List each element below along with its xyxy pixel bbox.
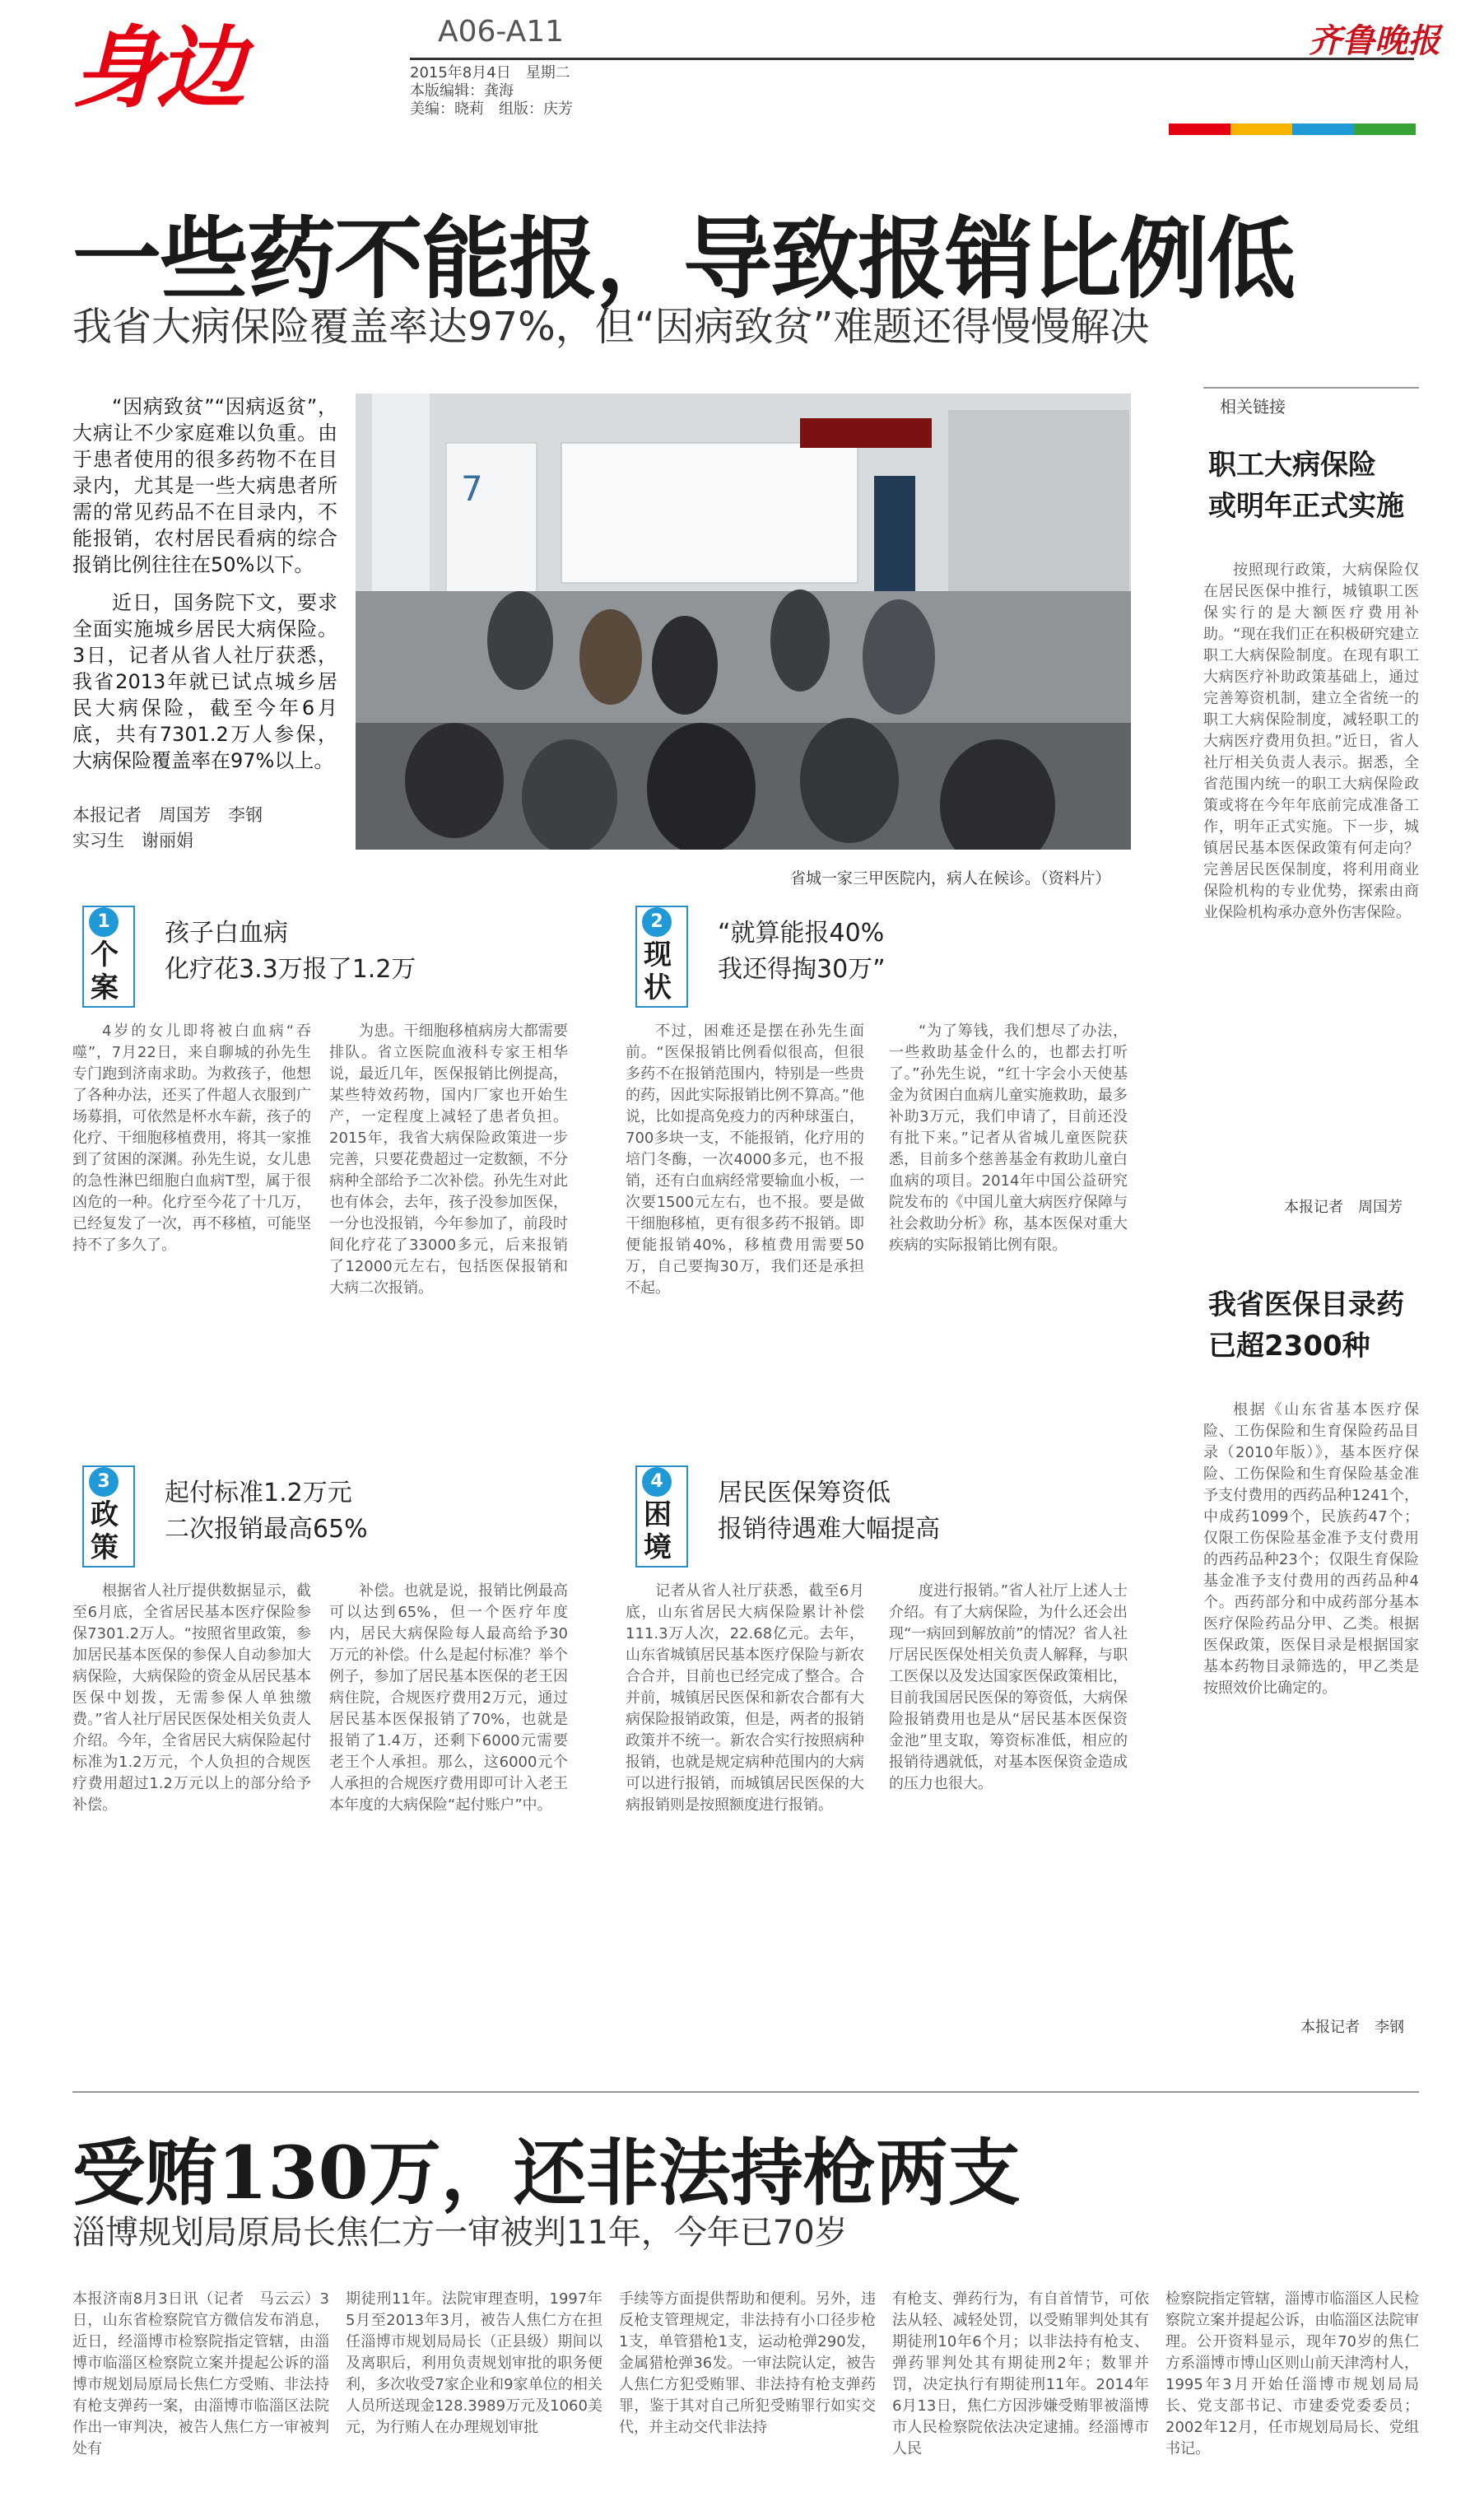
section-1-title bbox=[165, 915, 416, 988]
section-4-number: 4 bbox=[642, 1467, 672, 1497]
sidebar-top-rule bbox=[1203, 387, 1419, 389]
lead-paragraph-2: 近日，国务院下文，要求全面实施城乡居民大病保险。3日，记者从省人社厅获悉，我省2013年就已试点城乡居民大病保险，截至今年6月底，共有7301.2万人参保，大病保险覆盖率在97%以上。 bbox=[72, 591, 337, 772]
issue-meta bbox=[410, 64, 573, 119]
sidebar-item-2-text: 根据《山东省基本医疗保险、工伤保险和生育保险药品目录（2010年版）》，基本医疗保险、工伤保险和生育保险基金准予支付费用的西药品种1241个，中成药1099个，民族药47个；仅限工伤保险基金准予支付费用的西药品种23个；仅限生育保险基金准予支付费用的西药品种4个。西药部分和中成药部分基本医疗保险药品分甲、乙类。根据医保政策，医保目录是根据国家基本药物目录筛选的，甲乙类是按照效价比确定的。 bbox=[1203, 1401, 1419, 1697]
section-3-title bbox=[165, 1475, 368, 1548]
second-headline: 受贿130万，还非法持枪两支 bbox=[72, 2130, 1021, 2215]
story-2-col-3: 手续等方面提供帮助和便利。另外，违反枪支管理规定，非法持有小口径步枪1支，单管猎枪1支，运动枪弹290发，金属猎枪弹36发。一审法院认定，被告人焦仁方犯受贿罪、非法持有枪支弹药罪，鉴于其对自己所犯受贿罪行如实交代，并主动交代非法持 bbox=[619, 2290, 876, 2436]
section-1-title-line-1: 孩子白血病 bbox=[165, 919, 288, 948]
section-3-title-line-1: 起付标准1.2万元 bbox=[165, 1479, 352, 1507]
section-2-title bbox=[718, 915, 886, 988]
photo-caption: 省城一家三甲医院内，病人在候诊。（资料片） bbox=[790, 869, 1111, 887]
section-3-number: 3 bbox=[89, 1467, 119, 1497]
byline bbox=[72, 803, 337, 854]
story-2-col-4: 有枪支、弹药行为，有自首情节，可依法从轻、减轻处罚，以受贿罪判处其有期徒刑10年6个月；以非法持有枪支、弹药罪判处其有期徒刑2年；数罪并罚，决定执行有期徒刑11年。2014年6月13日，焦仁方因涉嫌受贿罪被淄博市人民检察院依法决定逮捕。经淄博市人民 bbox=[892, 2290, 1149, 2457]
byline-intern: 实习生 谢丽娟 bbox=[72, 831, 193, 850]
masthead-rule bbox=[410, 58, 1414, 60]
photo-illustration bbox=[356, 394, 1131, 850]
designer-credit: 美编：晓莉 组版：庆芳 bbox=[410, 100, 573, 118]
section-1-title-line-2: 化疗花3.3万报了1.2万 bbox=[165, 955, 416, 984]
color-bar bbox=[1169, 123, 1416, 135]
main-subheadline: 我省大病保险覆盖率达97%，但“因病致贫”难题还得慢慢解决 bbox=[72, 304, 1150, 350]
sidebar-item-2-title bbox=[1208, 1284, 1404, 1367]
section-1-tag: 个案 bbox=[91, 939, 119, 1004]
section-1-text-col-2: 为患。干细胞移植病房大都需要排队。省立医院血液科专家王相华说，最近几年，医保报销比例提高，某些特效药物，国内厂家也开始生产，一定程度上减轻了患者负担。2015年，我省大病保险政策进一步完善，只要花费超过一定数额，不分病种全部给予二次补偿。孙先生对此也有体会，去年，孩子没参加医保，一分也没报销，今年参加了，前段时间化疗花了33000多元，后来报销了12000元左右，包括医保报销和大病二次报销。 bbox=[329, 1023, 568, 1297]
sidebar-item-1-title-line-2: 或明年正式实施 bbox=[1208, 490, 1404, 523]
section-2-title-line-1: “就算能报40% bbox=[718, 919, 885, 948]
section-3-tag: 政策 bbox=[91, 1498, 119, 1564]
page-range: A06-A11 bbox=[438, 15, 565, 49]
section-4-text-col-1: 记者从省人社厅获悉，截至6月底，山东省居民大病保险累计补偿111.3万人次，22.68亿元。去年，山东省城镇居民基本医疗保险与新农合合并，目前也已经完成了整合。合并前，城镇居民医保和新农合都有大病保险报销政策，但是，两者的报销政策并不统一。新农合实行按照病种报销，也就是规定病种范围内的大病可以进行报销，而城镇居民医保的大病报销则是按照额度进行报销。 bbox=[626, 1582, 864, 1814]
sidebar-item-2-title-line-2: 已超2300种 bbox=[1208, 1330, 1370, 1363]
second-subheadline: 淄博规划局原局长焦仁方一审被判11年，今年已70岁 bbox=[72, 2214, 848, 2252]
section-4-tag: 困境 bbox=[644, 1498, 672, 1564]
section-2-title-line-2: 我还得掏30万” bbox=[718, 955, 886, 984]
section-3-text-col-2: 补偿。也就是说，报销比例最高可以达到65%，但一个医疗年度内，居民大病保险每人最高给予30万元的补偿。什么是起付标准？举个例子，参加了居民基本医保的老王因病住院，合规医疗费用2万元，通过居民基本医保报销了70%，也就是报销了1.4万，还剩下6000元需要老王个人承担。那么，这6000元个人承担的合规医疗费用即可计入老王本年度的大病保险“起付账户”中。 bbox=[329, 1582, 568, 1814]
sidebar-item-2-title-line-1: 我省医保目录药 bbox=[1208, 1288, 1404, 1321]
section-logo bbox=[72, 15, 344, 123]
issue-date: 2015年8月4日 星期二 bbox=[410, 64, 570, 82]
section-2-tag: 现状 bbox=[644, 939, 672, 1004]
sidebar-item-1-title-line-1: 职工大病保险 bbox=[1208, 449, 1376, 482]
photo-sign-number: 7 bbox=[461, 468, 483, 509]
main-headline: 一些药不能报，导致报销比例低 bbox=[72, 207, 1295, 311]
section-4-title-line-1: 居民医保筹资低 bbox=[718, 1479, 891, 1507]
story-2-rule bbox=[72, 2091, 1419, 2093]
story-2-col-1: 本报济南8月3日讯（记者 马云云）3日，山东省检察院官方微信发布消息，近日，经淄博市检察院指定管辖，由淄博市临淄区检察院立案并提起公诉的淄博市规划局原局长焦仁方受贿、非法持有枪支弹药一案，由淄博市临淄区法院作出一审判决，被告人焦仁方一审被判处有 bbox=[72, 2290, 329, 2457]
byline-reporters: 本报记者 周国芳 李钢 bbox=[72, 805, 263, 825]
sidebar-item-1-byline: 本报记者 周国芳 bbox=[1284, 1199, 1403, 1216]
section-4-title-line-2: 报销待遇难大幅提高 bbox=[718, 1515, 940, 1544]
section-1-number: 1 bbox=[89, 907, 119, 937]
section-2-text-col-1: 不过，困难还是摆在孙先生面前。“医保报销比例看似很高，但很多药不在报销范围内，特别是一些贵的药，因此实际报销比例不算高。”他说，比如提高免疫力的丙种球蛋白，700多块一支，不能报销，化疗用的培门冬酶，一次4000多元，也不报销，还有白血病经常要输血小板，一次要1500元左右，也不报。要是做干细胞移植，更有很多药不报销。即便能报销40%，移植费用需要50万，自己要掏30万，我们还是承担不起。 bbox=[626, 1023, 864, 1297]
section-2-number: 2 bbox=[642, 907, 672, 937]
hospital-waiting-photo bbox=[356, 394, 1131, 850]
section-2-text-col-2: “为了筹钱，我们想尽了办法，一些救助基金什么的，也都去打听了。”孙先生说，“红十字会小天使基金为贫困白血病儿童实施救助，最多补助3万元，我们申请了，目前还没有批下来。”记者从省城儿童医院获悉，目前多个慈善基金有救助儿童白血病的项目。2014年中国公益研究院发布的《中国儿童大病医疗保障与社会救助分析》称，基本医保对重大疾病的实际报销比例有限。 bbox=[889, 1023, 1128, 1254]
section-4-text-col-2: 度进行报销。”省人社厅上述人士介绍。有了大病保险，为什么还会出现“一病回到解放前”的情况？省人社厅居民医保处相关负责人解释，与职工医保以及发达国家医保政策相比，目前我国居民医保的筹资低，大病保险报销费用也是从“居民基本医保资金池”里支取，筹资标准低，相应的报销待遇就低，对基本医保资金造成的压力也很大。 bbox=[889, 1582, 1128, 1792]
related-link-label: 相关链接 bbox=[1220, 397, 1286, 417]
section-4-title bbox=[718, 1475, 940, 1548]
story-2-col-5: 检察院指定管辖，淄博市临淄区人民检察院立案并提起公诉，由临淄区法院审理。公开资料显示，现年70岁的焦仁方系淄博市博山区则山前天津湾村人，1995年3月开始任淄博市规划局局长、党支部书记、市建委党委委员；2002年12月，任市规划局局长、党组书记。 bbox=[1165, 2290, 1419, 2457]
sidebar-item-1-text: 按照现行政策，大病保险仅在居民医保中推行，城镇职工医保实行的是大额医疗费用补助。“现在我们正在积极研究建立职工大病保险制度。在现有职工大病医疗补助政策基础上，通过完善筹资机制，建立全省统一的职工大病保险制度，减轻职工的大病医疗费用负担。”近日，省人社厅相关负责人表示。据悉，全省范围内统一的职工大病保险政策或将在今年年底前完成准备工作，明年正式实施。下一步，城镇居民基本医保政策有何走向？完善居民医保制度，将利用商业保险机构的专业优势，探索由商业保险机构承办意外伤害保险。 bbox=[1203, 561, 1419, 921]
section-logo-text: 身边 bbox=[72, 17, 241, 120]
story-2-col-2: 期徒刑11年。法院审理查明，1997年5月至2013年3月，被告人焦仁方在担任淄博市规划局局长（正县级）期间以及离职后，利用负责规划审批的职务便利，多次收受7家企业和9家单位的相关人员所送现金128.3989万元及1060美元，为行贿人在办理规划审批 bbox=[346, 2290, 602, 2436]
sidebar-item-1-title bbox=[1208, 445, 1404, 527]
newspaper-brand: 齐鲁晚报 bbox=[1309, 22, 1440, 60]
section-3-title-line-2: 二次报销最高65% bbox=[165, 1515, 368, 1544]
lead-text bbox=[72, 394, 337, 774]
editor-credit: 本版编辑：龚海 bbox=[410, 82, 514, 100]
section-3-text-col-1: 根据省人社厅提供数据显示，截至6月底，全省居民基本医疗保险参保7301.2万人。“按照省里政策，参加居民基本医保的参保人自动参加大病保险，大病保险的资金从居民基本医保中划拨，无需参保人单独缴费。”省人社厅居民医保处相关负责人介绍。今年，全省居民大病保险起付标准为1.2万元，个人负担的合规医疗费用超过1.2万元以上的部分给予补偿。 bbox=[72, 1582, 311, 1814]
lead-paragraph-1: “因病致贫”“因病返贫”，大病让不少家庭难以负重。由于患者使用的很多药物不在目录内，尤其是一些大病患者所需的常见药品不在目录内，不能报销，农村居民看病的综合报销比例往往在50%以下。 bbox=[72, 395, 337, 576]
sidebar-item-2-byline: 本报记者 李钢 bbox=[1300, 2019, 1404, 2036]
section-1-text-col-1: 4岁的女儿即将被白血病“吞噬”，7月22日，来自聊城的孙先生专门跑到济南求助。为救孩子，他想了各种办法，还买了件超人衣服到广场募捐，可依然是杯水车薪，孩子的化疗、干细胞移植费用，将其一家推到了贫困的深渊。孙先生说，女儿患的急性淋巴细胞白血病T型，属于很凶危的一种。化疗至今花了十几万，已经复发了一次，再不移植，可能坚持不了多久了。 bbox=[72, 1023, 311, 1254]
